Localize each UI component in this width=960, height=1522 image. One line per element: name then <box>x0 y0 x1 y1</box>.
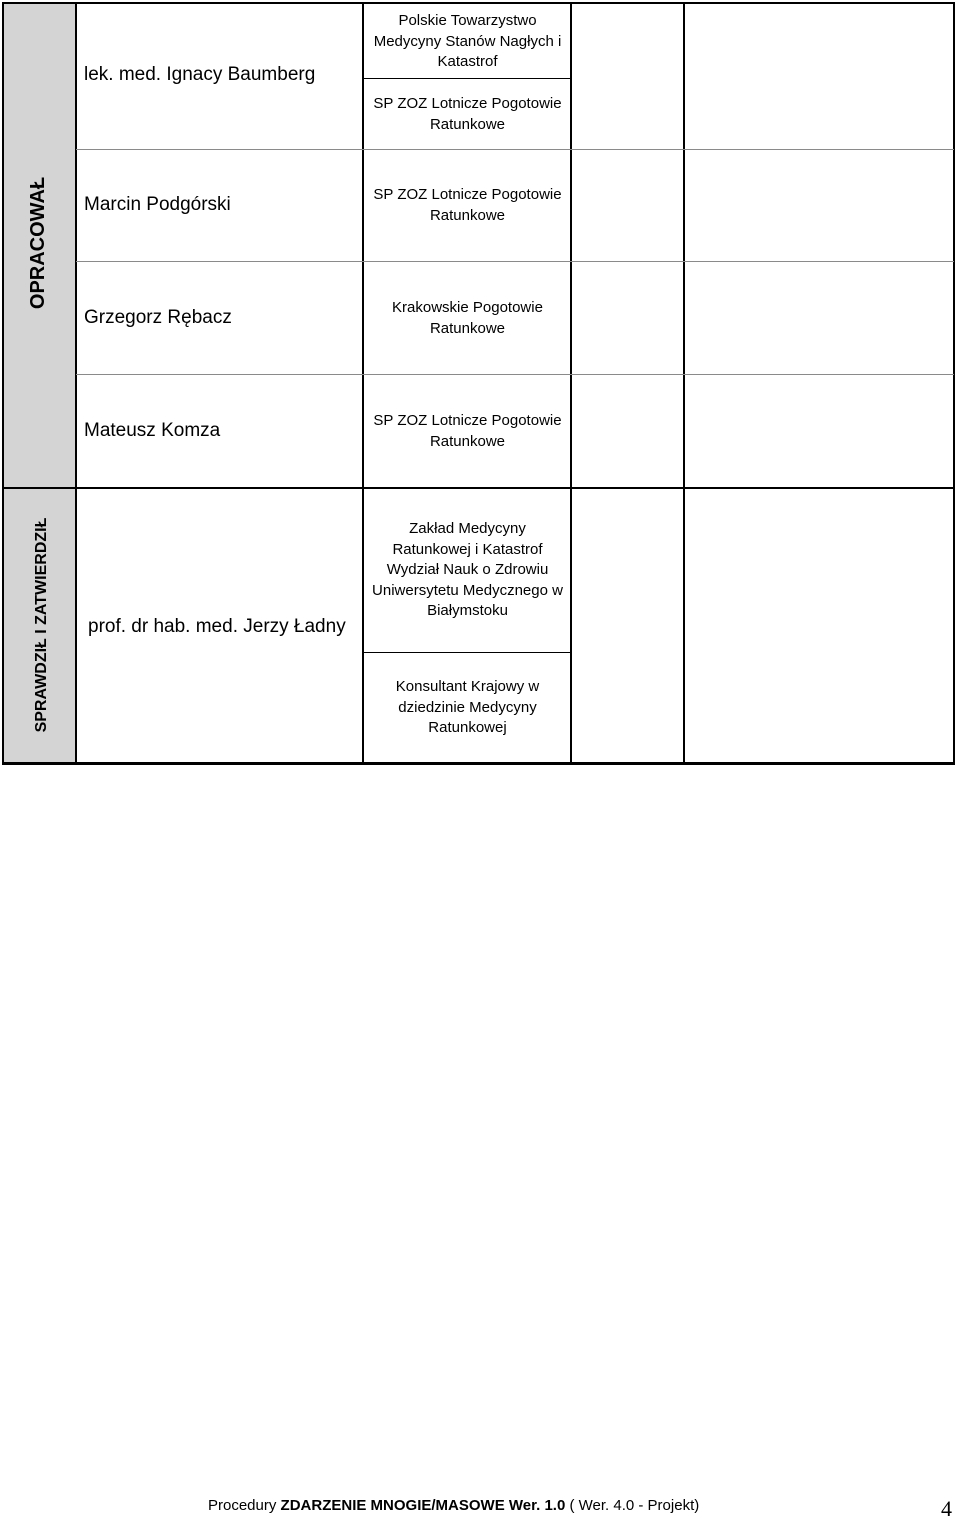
table-border-left <box>2 2 4 765</box>
organization: Zakład Medycyny Ratunkowej i Katastrof Wydział Nauk o Zdrowiu Uniwersytetu Medycznego w Białymstoku <box>372 520 563 619</box>
row-separator <box>76 374 954 375</box>
table-border-bottom <box>2 762 955 765</box>
org-subseparator <box>363 652 571 653</box>
column-separator <box>683 2 685 765</box>
table-border-top <box>2 2 955 4</box>
organization: Konsultant Krajowy w dziedzinie Medycyny Ratunkowej <box>395 678 540 736</box>
section-label-approved: SPRAWDZIŁ I ZATWIERDZIŁ <box>33 517 50 733</box>
organization: Polskie Towarzystwo Medycyny Stanów Nagłych i Katastrof <box>373 12 562 70</box>
table-border-right <box>953 2 955 765</box>
person-name: Mateusz Komza <box>84 420 221 441</box>
footer-suffix: ( Wer. 4.0 - Projekt) <box>565 1497 700 1514</box>
organization: SP ZOZ Lotnicze Pogotowie Ratunkowe <box>373 412 562 450</box>
column-separator <box>75 2 77 765</box>
organization: SP ZOZ Lotnicze Pogotowie Ratunkowe <box>373 95 562 133</box>
column-separator <box>570 2 572 765</box>
page-footer <box>208 1497 699 1514</box>
person-name: Marcin Podgórski <box>84 194 231 215</box>
row-separator <box>76 261 954 262</box>
person-name: lek. med. Ignacy Baumberg <box>84 64 316 85</box>
section-label-prepared: OPRACOWAŁ <box>27 176 49 310</box>
organization: Krakowskie Pogotowie Ratunkowe <box>392 299 543 337</box>
person-name: prof. dr hab. med. Jerzy Ładny <box>88 616 346 637</box>
organization: SP ZOZ Lotnicze Pogotowie Ratunkowe <box>373 186 562 224</box>
person-name: Grzegorz Rębacz <box>84 307 232 328</box>
page-number: 4 <box>941 1496 952 1521</box>
section-separator <box>2 487 955 489</box>
column-separator <box>362 2 364 765</box>
org-subseparator <box>363 78 571 79</box>
footer-prefix: Procedury <box>208 1497 281 1514</box>
row-separator <box>76 149 954 150</box>
footer-title: ZDARZENIE MNOGIE/MASOWE Wer. 1.0 <box>280 1497 566 1514</box>
